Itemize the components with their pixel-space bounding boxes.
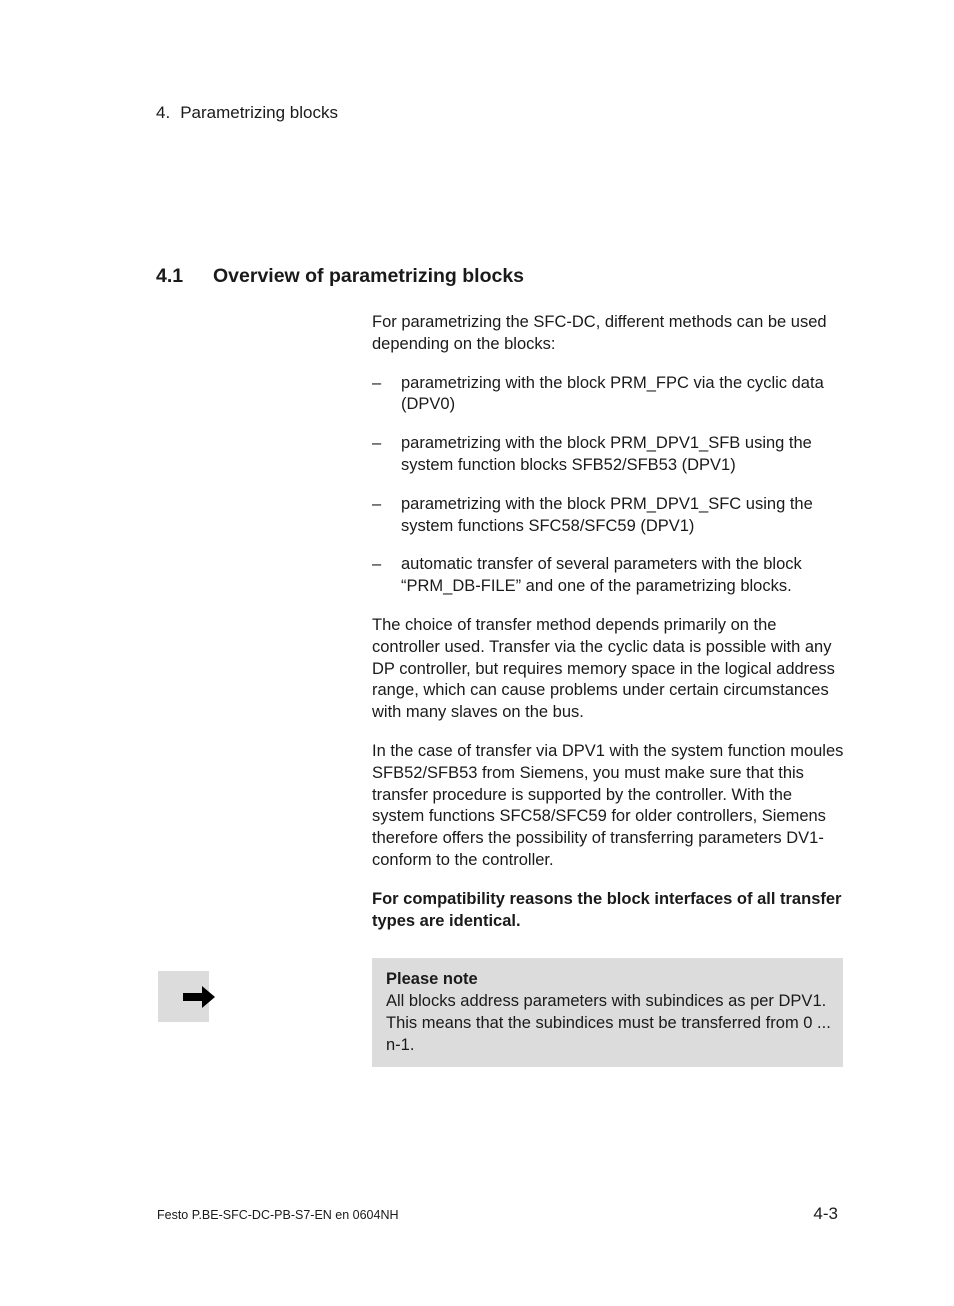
dash-bullet: – [372,373,382,392]
note-icon-box [158,971,209,1022]
list-item-text: automatic transfer of several parameters with the block “PRM_DB-FILE” and one of the parametrizing blocks. [401,555,802,596]
note-box [372,958,843,1067]
dash-bullet: – [372,434,382,453]
note-title: Please note [386,970,478,988]
list-item [372,554,848,598]
chapter-number: 4. [156,103,171,122]
list-item [372,433,848,477]
section-heading [156,263,524,289]
footer-page-number: 4-3 [813,1204,838,1223]
list-item-text: parametrizing with the block PRM_FPC via the cyclic data (DPV0) [401,373,824,414]
chapter-title: Parametrizing blocks [180,103,338,122]
body-column [372,312,848,932]
method-list [372,373,848,598]
list-item-text: parametrizing with the block PRM_DPV1_SFC using the system functions SFC58/SFC59 (DPV1) [401,494,813,535]
dash-bullet: – [372,555,382,574]
dpv1-paragraph: In the case of transfer via DPV1 with the system function moules SFB52/SFB53 from Siemens, you must make sure that this transfer procedure is supported by the controller. With the system functions SFC58/SFC59 for older controllers, Siemens therefore offers the possibility of transferring parameters DV1-conform to the controller. [372,741,844,869]
section-number: 4.1 [156,265,184,287]
footer-document-id: Festo P.BE-SFC-DC-PB-S7-EN en 0604NH [157,1208,399,1222]
transfer-choice-paragraph: The choice of transfer method depends primarily on the controller used. Transfer via the cyclic data is possible with any DP controller, but requires memory space in the logical address range, which can cause problems under certain circumstances with many slaves on the bus. [372,615,835,722]
list-item-text: parametrizing with the block PRM_DPV1_SFB using the system function blocks SFB52/SFB53 (DPV1) [401,434,812,474]
list-item [372,373,848,417]
dash-bullet: – [372,494,382,513]
list-item [372,494,848,538]
compatibility-note: For compatibility reasons the block interfaces of all transfer types are identical. [372,889,842,930]
running-header [156,102,338,124]
arrow-right-icon [180,980,218,1014]
note-text: All blocks address parameters with subindices as per DPV1. This means that the subindices must be transferred from 0 ... n-1. [386,992,831,1054]
section-title: Overview of parametrizing blocks [213,265,525,287]
intro-paragraph: For parametrizing the SFC-DC, different methods can be used depending on the blocks: [372,313,827,353]
